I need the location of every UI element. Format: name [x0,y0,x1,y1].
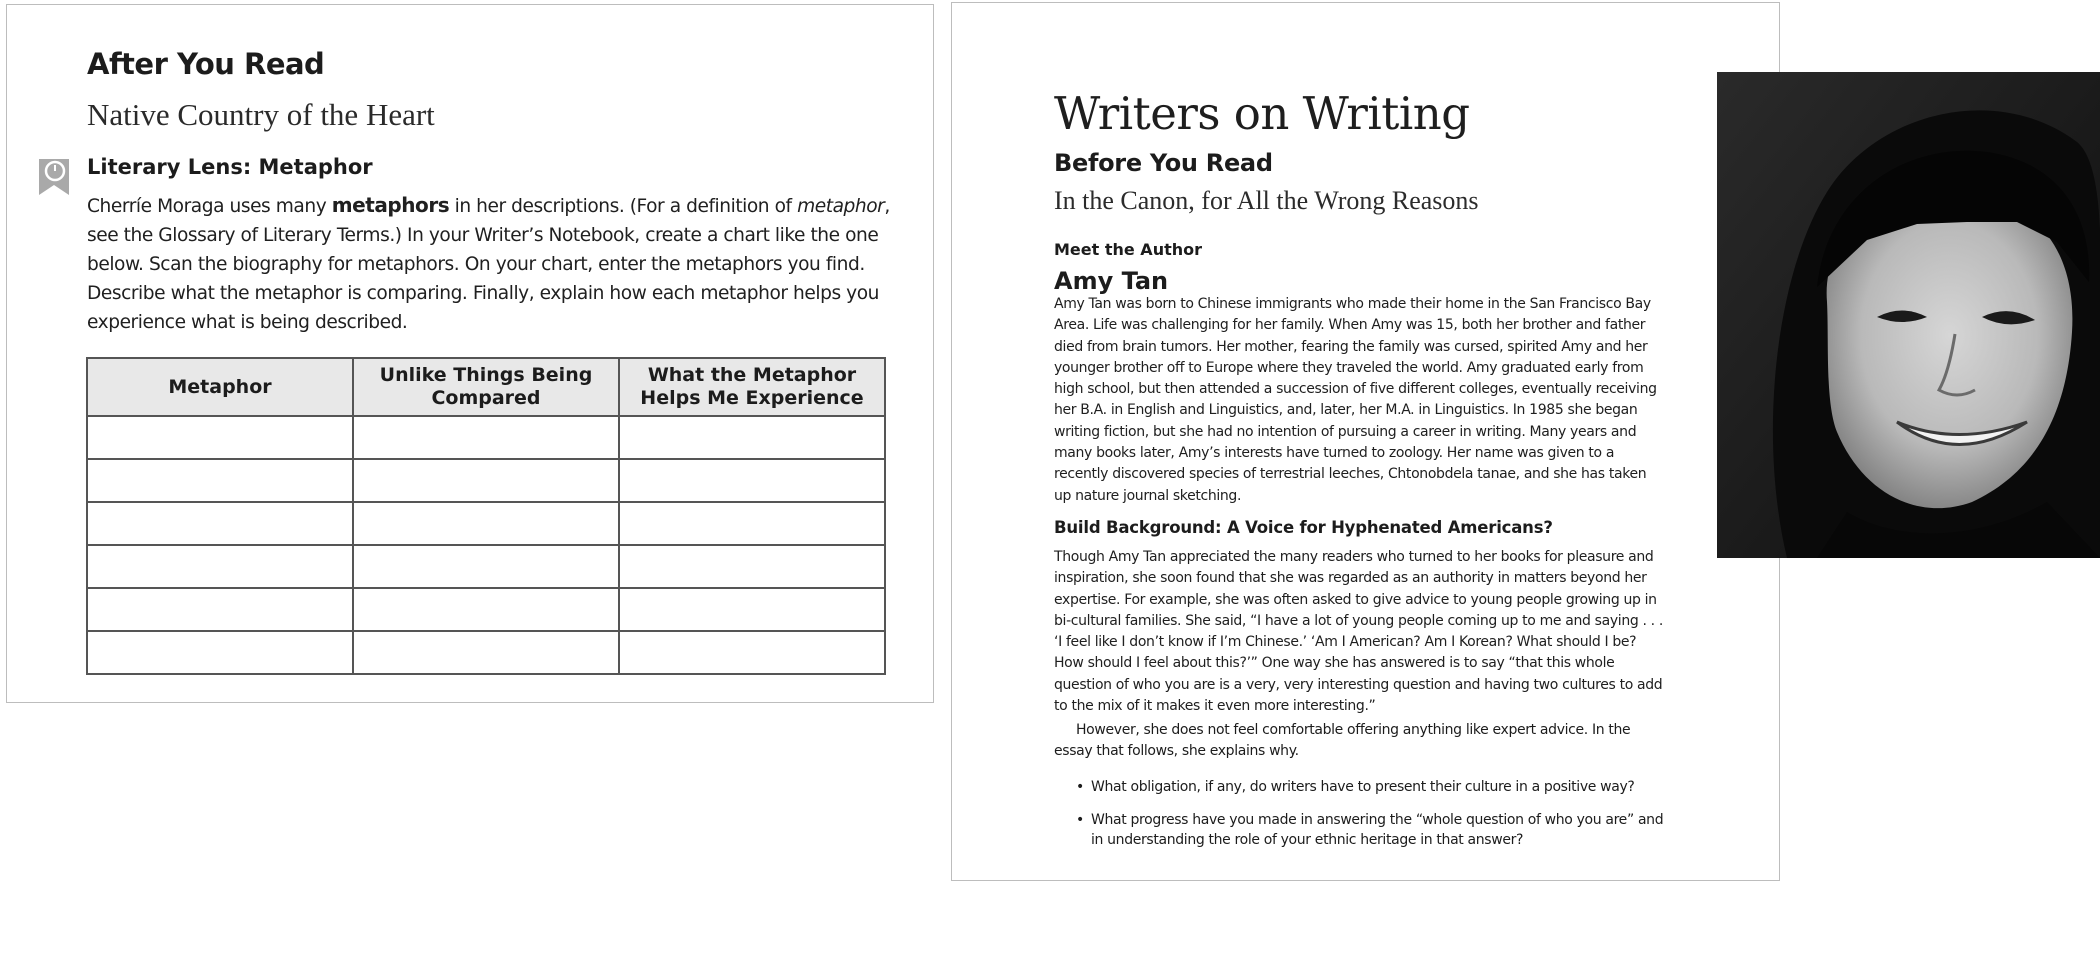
right-page [951,2,1780,881]
writers-on-writing-heading: Writers on Writing [1054,87,1470,140]
chart-row [87,631,885,674]
build-background-text: Though Amy Tan appreciated the many readers who turned to her books for pleasure and inspiration, she soon found that she was regarded as an authority in matters beyond her expertise. For example, she was often asked to give advice to young people growing up in bi-cultural families. She said, “I have a lot of young people coming up to me and saying . . . ‘I feel like I don’t know if I’m Chinese.’ ‘Am I American? Am I Korean? What should I be? How should I feel about this?’” One way she has answered is to say “that this whole question of who you are is a very, very interesting question and having two cultures to add to the mix of it makes it even more interesting.” [1054,549,1663,715]
chart-cell [87,502,353,545]
chart-header-row [87,358,885,416]
chart-cell [87,631,353,674]
selection-title: Native Country of the Heart [87,97,435,132]
chart-cell [353,588,619,631]
focus-question: • What progress have you made in answering the “whole question of who you are” and in understanding the role of your ethnic heritage in that answer? [1054,810,1664,850]
metaphor-instructions: Cherríe Moraga uses many metaphors in her descriptions. (For a definition of metaphor, see the Glossary of Literary Terms.) In your Writer’s Notebook, create a chart like the one below. Scan the biography for metaphors. On your chart, enter the metaphors you find. Describe what the metaphor is comparing. Finally, explain how each metaphor helps you experience what is being described. [87,193,890,333]
focus-question: • What obligation, if any, do writers have to present their culture in a positive way? [1054,777,1664,797]
chart-row [87,502,885,545]
chart-cell [619,545,885,588]
chart-cell [353,545,619,588]
chart-cell [87,588,353,631]
chart-cell [619,631,885,674]
after-you-read-heading: After You Read [87,47,325,81]
literary-lens-title: Literary Lens: Metaphor [87,155,373,179]
metaphors-term: metaphors [331,193,450,217]
before-you-read-heading: Before You Read [1054,149,1273,177]
chart-header: Metaphor [87,358,353,416]
author-name: Amy Tan [1054,267,1169,295]
chart-cell [87,545,353,588]
chart-cell [619,459,885,502]
chart-cell [353,416,619,459]
metaphor-term: metaphor [797,196,885,217]
meet-the-author-label: Meet the Author [1054,240,1202,259]
left-page [6,4,934,703]
chart-header: Unlike Things Being Compared [353,358,619,416]
build-background-text-2: However, she does not feel comfortable offering anything like expert advice. In the essay that follows, she explains why. [1054,722,1631,760]
author-biography: Amy Tan was born to Chinese immigrants who made their home in the San Francisco Bay Area. Life was challenging for her family. When Amy was 15, both her brother and father died from brain tumors. Her mother, fearing the family was cursed, spirited Amy and her younger brother off to Europe where they traveled the world. Amy graduated early from high school, but then attended a succession of five different colleges, eventually receiving her B.A. in English and Linguistics, and, later, her M.A. in Linguistics. In 1985 she began writing fiction, but she had no intention of pursuing a career in writing. Many years and many books later, Amy’s interests have turned to zoology. Her name was given to a recently discovered species of terrestrial leeches, Chtonobdela tanae, and she has taken up nature journal sketching. [1054,296,1657,504]
chart-cell [353,631,619,674]
build-background-heading: Build Background: A Voice for Hyphenated Americans? [1054,518,1553,537]
chart-row [87,416,885,459]
chart-cell [353,459,619,502]
essay-title: In the Canon, for All the Wrong Reasons [1054,186,1479,215]
focus-questions [1054,777,1664,863]
chart-row [87,459,885,502]
chart-cell [619,502,885,545]
author-photo [1717,72,2100,558]
chart-cell [87,416,353,459]
chart-cell [353,502,619,545]
chart-cell [619,588,885,631]
chart-cell [87,459,353,502]
literary-lens-icon [37,155,71,197]
chart-header: What the Metaphor Helps Me Experience [619,358,885,416]
chart-cell [619,416,885,459]
chart-row [87,545,885,588]
chart-row [87,588,885,631]
metaphor-chart [86,357,886,675]
